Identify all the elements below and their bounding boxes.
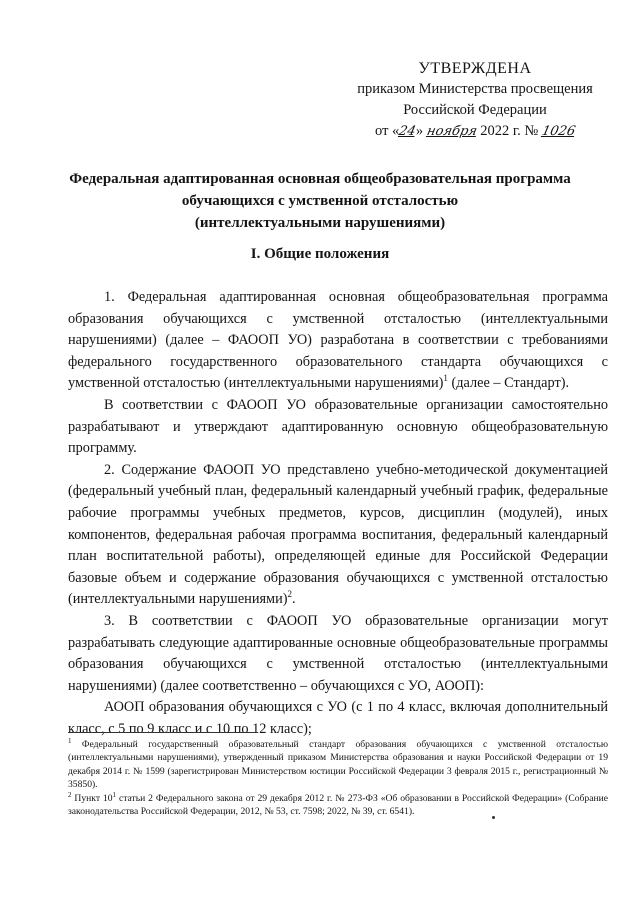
approval-block xyxy=(340,58,610,142)
handwritten-order-number: 1026 xyxy=(540,124,577,139)
footnote-2-mark: 2 xyxy=(68,790,72,799)
footnote-2-text-rest: статьи 2 Федерального закона от 29 декабря 2012 г. № 273-ФЗ «Об образовании в Российской Федерации» (Собрание законодательства Российской Федерации, 2012, № 53, ст. 7598; 2022, № 39, ст. 6541). xyxy=(68,792,609,818)
paragraph-5: АООП образования обучающихся с УО (с 1 по 4 класс, включая дополнительный класс, с 5 по 9 класс и с 10 по 12 класс); xyxy=(68,699,608,737)
paragraph-1-tail: (далее – Стандарт). xyxy=(447,375,570,392)
date-mid: » xyxy=(415,123,424,139)
paragraph-1-text: 1. Федеральная адаптированная основная общеобразовательная программа образования обучающихся с умственной отсталостью (интеллектуальными нарушениями) (далее – ФАООП УО) разработана в соответствии с требованиями федерального государственного образовательного стандарта обучающихся с умственной отсталостью (интеллектуальными нарушениями) xyxy=(68,289,608,392)
date-prefix: от « xyxy=(375,123,400,139)
document-title-line-1: Федеральная адаптированная основная общеобразовательная программа xyxy=(69,171,571,187)
handwritten-day: 24 xyxy=(397,124,418,139)
document-title xyxy=(60,168,580,234)
paragraph-3 xyxy=(68,460,608,611)
paragraph-3-text: 2. Содержание ФАООП УО представлено учебно-методической документацией (федеральный учебный план, федеральный календарный учебный график, федеральные рабочие программы учебных предметов, курсов, дисциплин (модулей), иных компонентов, федеральная рабочая программа воспитания, федеральный календарный план воспитательной работы), определяющей единые для Российской Федерации базовые объем и содержание образования обучающихся с умственной отсталостью (интеллектуальными нарушениями) xyxy=(68,461,608,608)
approval-title: УТВЕРЖДЕНА xyxy=(418,60,532,77)
footnotes xyxy=(68,738,608,818)
section-title: I. Общие положения xyxy=(250,246,390,262)
footnote-ref-2: 2 xyxy=(287,589,293,600)
date-year: 2022 г. № xyxy=(480,123,539,139)
approval-date-line xyxy=(340,121,610,142)
paragraph-4: 3. В соответствии с ФАООП УО образовательные организации могут разрабатывать следующие адаптированные основные общеобразовательные программы образования обучающихся с умственной отсталостью (интеллектуальными нарушениями) (далее соответственно – обучающихся с УО, АООП): xyxy=(68,612,608,694)
paragraph-2: В соответствии с ФАООП УО образовательные организации самостоятельно разрабатывают и утверждают адаптированную основную общеобразовательную программу. xyxy=(68,396,608,457)
footnote-ref-1: 1 xyxy=(443,373,448,384)
paragraph-1 xyxy=(68,287,608,395)
handwritten-month: ноября xyxy=(425,124,479,139)
footnote-separator xyxy=(68,732,258,733)
approval-order-line: приказом Министерства просвещения xyxy=(357,81,593,97)
document-title-line-3: (интеллектуальными нарушениями) xyxy=(194,215,446,231)
document-title-line-2: обучающихся с умственной отсталостью xyxy=(181,193,459,209)
footnote-2-text: Пункт 10 xyxy=(71,792,113,804)
footnote-1-text: Федеральный государственный образовательный стандарт образования обучающихся с умственной отсталостью (интеллектуальными нарушениями), утвержденный приказом Министерства образования и науки Российской Федерации от 19 декабря 2014 г. № 1599 (зарегистрирован Министерством юстиции Российской Федерации 3 февраля 2015 г., регистрационный № 35850). xyxy=(68,739,608,791)
footnote-2 xyxy=(68,792,608,819)
footnote-1-mark: 1 xyxy=(68,736,72,745)
footnote-1 xyxy=(68,738,608,792)
footnote-2-sup: 1 xyxy=(112,790,117,799)
paragraph-3-tail: . xyxy=(292,591,296,608)
approval-ministry-line: Российской Федерации xyxy=(403,102,547,118)
body-text xyxy=(68,287,608,740)
scan-speck xyxy=(492,816,495,819)
